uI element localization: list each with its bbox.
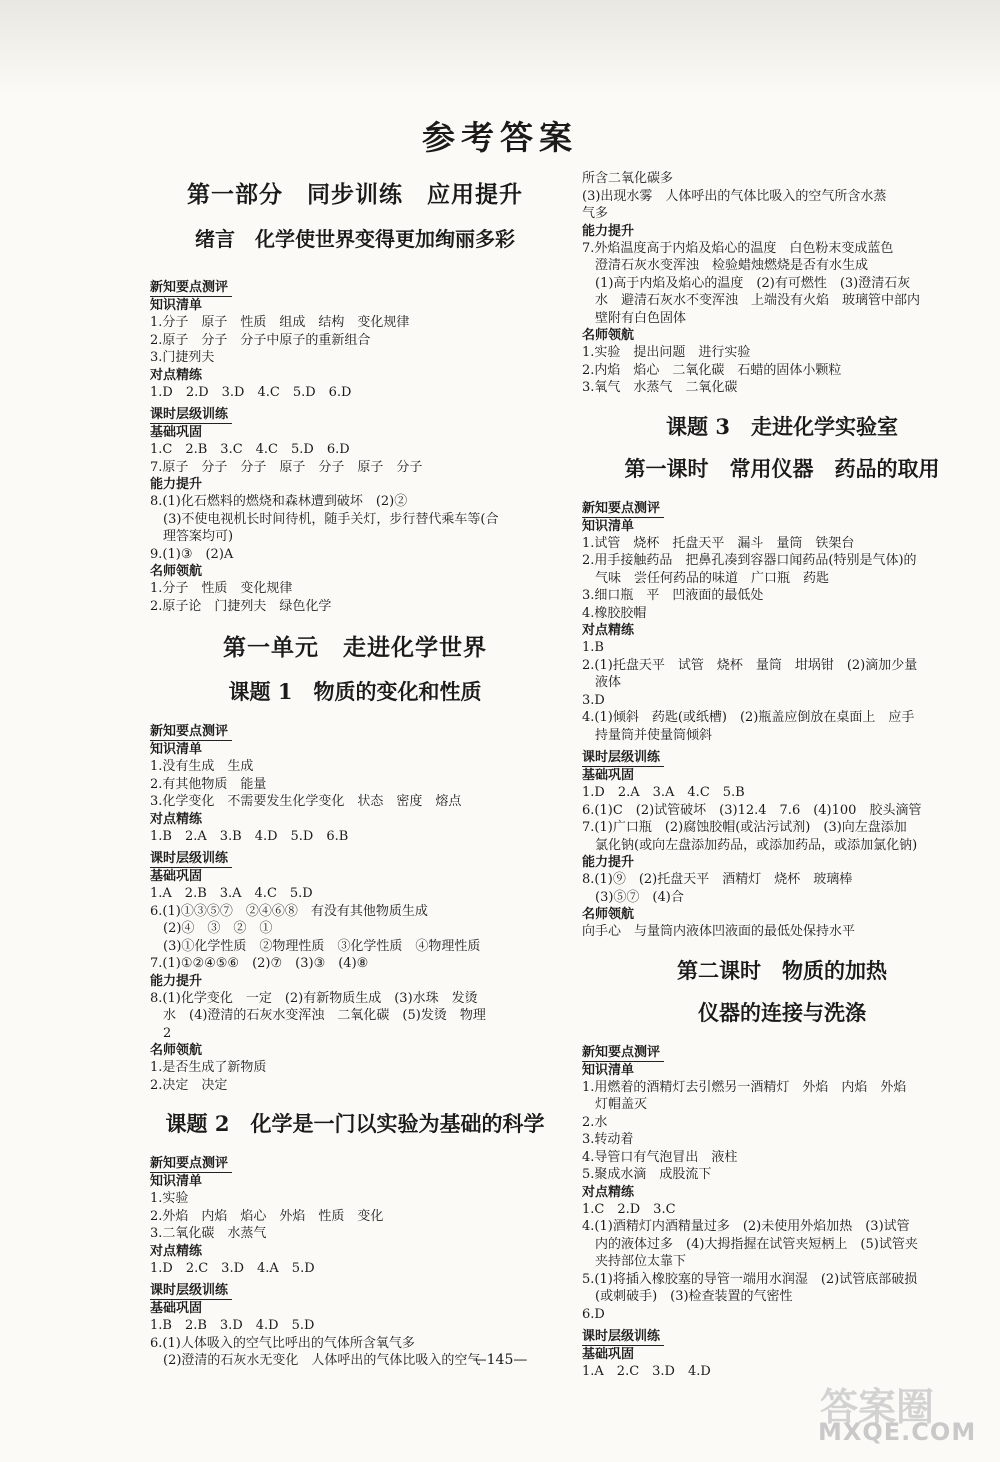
answer-line: 6.(1)①③⑤⑦ ②④⑥⑧ 有没有其他物质生成 xyxy=(150,903,428,919)
answer-line: 气多 xyxy=(582,206,609,221)
section-banner: 课时层级训练 xyxy=(582,1329,664,1346)
period1-answers xyxy=(582,495,982,941)
answer-line: 2.决定 决定 xyxy=(150,1077,228,1093)
section-heading: 能力提升 xyxy=(582,223,635,239)
lesson1-title: 课题 1 物质的变化和性质 xyxy=(228,679,482,704)
answer-line: 1.没有生成 生成 xyxy=(150,759,254,774)
section-heading: 能力提升 xyxy=(582,855,635,870)
section-heading: 名师领航 xyxy=(150,564,203,579)
section-heading: 名师领航 xyxy=(150,1043,203,1058)
answer-line: 1.分子 性质 变化规律 xyxy=(150,581,293,596)
answer-line: (2)澄清的石灰水无变化 人体呼出的气体比吸入的空气 xyxy=(150,1353,481,1368)
answer-line: 3.细口瓶 平 凹液面的最低处 xyxy=(582,588,764,603)
answer-line: 内的液体过多 (4)大拇指握在试管夹短柄上 (5)试管夹 xyxy=(582,1236,918,1252)
page-number: —145— xyxy=(472,1352,528,1368)
answer-line: 7.外焰温度高于内焰及焰心的温度 白色粉末变成蓝色 xyxy=(582,240,894,256)
answer-line: 1.实验 提出问题 进行实验 xyxy=(582,345,751,360)
answer-line: 3.转动着 xyxy=(582,1132,634,1147)
answer-line: 2.原子论 门捷列夫 绿色化学 xyxy=(150,598,332,614)
answer-line: 1.B xyxy=(582,640,604,655)
lesson3-title: 课题 3 走进化学实验室 xyxy=(666,413,898,439)
section-banner-row xyxy=(150,401,560,424)
answer-line: 夹持部位太靠下 xyxy=(582,1254,687,1269)
section-banner-row xyxy=(582,1323,982,1346)
section-heading: 能力提升 xyxy=(150,973,203,989)
answer-line: 8.(1)化学变化 一定 (2)有新物质生成 (3)水珠 发烫 xyxy=(150,990,478,1006)
answer-line: 2.用手接触药品 把鼻孔凑到容器口闻药品(特别是气体)的 xyxy=(582,553,917,568)
answer-line: 水 (4)澄清的石灰水变浑浊 二氧化碳 (5)发烫 物理 xyxy=(150,1008,486,1023)
answer-line: (3)出现水雾 人体呼出的气体比吸入的空气所含水蒸 xyxy=(582,188,887,204)
answer-line: 向手心 与量筒内液体凹液面的最低处保持水平 xyxy=(582,924,856,939)
period1-title: 第一课时 常用仪器 药品的取用 xyxy=(624,455,940,481)
period2-title: 第二课时 物质的加热 xyxy=(677,957,887,983)
section-heading: 知识清单 xyxy=(150,1174,203,1189)
answer-line: 1.分子 原子 性质 组成 结构 变化规律 xyxy=(150,315,410,330)
answer-line: 液体 xyxy=(582,675,622,690)
answer-line: 8.(1)⑨ (2)托盘天平 酒精灯 烧杯 玻璃棒 xyxy=(582,872,853,887)
answer-line: 9.(1)③ (2)A xyxy=(150,546,234,562)
section-banner: 课时层级训练 xyxy=(582,750,664,767)
section-heading: 能力提升 xyxy=(150,477,203,492)
answer-line: (或刺破手) (3)检查装置的气密性 xyxy=(582,1289,793,1304)
intro-answers xyxy=(150,274,560,615)
section-heading: 基础巩固 xyxy=(582,1347,635,1362)
answer-line: 2.内焰 焰心 二氧化碳 石蜡的固体小颗粒 xyxy=(582,362,842,378)
answer-line: 3.D xyxy=(582,692,605,708)
section-heading: 基础巩固 xyxy=(150,869,203,884)
section-banner-row xyxy=(150,845,560,868)
answer-line: 3.氧气 水蒸气 二氧化碳 xyxy=(582,380,738,395)
lesson2-answers xyxy=(150,1150,560,1370)
section-banner: 新知要点测评 xyxy=(582,1045,664,1062)
answer-line: 1.实验 xyxy=(150,1191,189,1206)
answer-line: 气味 尝任何药品的味道 广口瓶 药匙 xyxy=(582,570,830,586)
section-banner-row xyxy=(582,744,982,767)
section-banner-row xyxy=(150,1277,560,1300)
answer-line: 2.(1)托盘天平 试管 烧杯 量筒 坩埚钳 (2)滴加少量 xyxy=(582,657,918,673)
section-banner: 新知要点测评 xyxy=(582,501,664,518)
answer-line: 8.(1)化石燃料的燃烧和森林遭到破坏 (2)② xyxy=(150,494,408,509)
section-banner-row xyxy=(582,495,982,518)
answer-line: 3.二氧化碳 水蒸气 xyxy=(150,1226,267,1241)
answer-line: (1)高于内焰及焰心的温度 (2)有可燃性 (3)澄清石灰 xyxy=(582,275,911,291)
answer-line: 壁附有白色固体 xyxy=(582,310,687,326)
section-heading: 名师领航 xyxy=(582,328,635,343)
section-heading: 知识清单 xyxy=(150,742,203,757)
section-banner: 新知要点测评 xyxy=(150,1156,232,1173)
section-banner-row xyxy=(150,718,560,741)
watermark-logo: 答案圈 xyxy=(820,1385,935,1429)
section-banner: 课时层级训练 xyxy=(150,407,232,424)
answer-line: 持量筒并使量筒倾斜 xyxy=(582,727,713,743)
answer-line: 1.A 2.B 3.A 4.C 5.D xyxy=(150,886,313,901)
right-column xyxy=(582,170,982,1381)
answer-line: 澄清石灰水变浑浊 检验蜡烛燃烧是否有水生成 xyxy=(582,258,869,273)
answer-line: 所含二氧化碳多 xyxy=(582,171,674,186)
answer-line: 6.(1)人体吸入的空气比呼出的气体所含氧气多 xyxy=(150,1335,415,1351)
watermark: MXQE.COM xyxy=(818,1418,977,1446)
lesson2-continued xyxy=(582,170,982,397)
period2-subtitle: 仪器的连接与洗涤 xyxy=(698,999,866,1025)
section-heading: 对点精练 xyxy=(582,1184,635,1200)
page-title: 参考答案 xyxy=(422,118,578,157)
answer-line: 4.导管口有气泡冒出 液柱 xyxy=(582,1149,738,1165)
answer-line: 氯化钠(或向左盘添加药品，或添加药品，或添加氯化钠) xyxy=(582,837,918,853)
answer-line: 7.(1)广口瓶 (2)腐蚀胶帽(或沾污试剂) (3)向左盘添加 xyxy=(582,820,907,835)
answer-line: 5.聚成水滴 成股流下 xyxy=(582,1167,712,1182)
section-banner-row xyxy=(150,1150,560,1173)
section-heading: 基础巩固 xyxy=(150,1301,203,1316)
answer-line: 4.(1)酒精灯内酒精量过多 (2)未使用外焰加热 (3)试管 xyxy=(582,1219,910,1234)
answer-line: 7.(1)①②④⑤⑥ (2)⑦ (3)③ (4)⑧ xyxy=(150,956,369,971)
section-banner-row xyxy=(150,274,560,297)
section-heading: 基础巩固 xyxy=(150,425,203,440)
answer-line: 7.原子 分子 分子 原子 分子 原子 分子 xyxy=(150,459,423,475)
answer-line: 1.C 2.D 3.C xyxy=(582,1201,676,1217)
answer-line: 1.是否生成了新物质 xyxy=(150,1060,267,1075)
answer-line: 1.试管 烧杯 托盘天平 漏斗 量筒 铁架台 xyxy=(582,535,855,551)
answer-line: 4.橡胶胶帽 xyxy=(582,605,647,621)
answer-line: 2.水 xyxy=(582,1114,608,1130)
intro-title: 绪言 化学使世界变得更加绚丽多彩 xyxy=(195,227,515,251)
answer-line: 1.D 2.D 3.D 4.C 5.D 6.D xyxy=(150,384,352,400)
section-banner: 新知要点测评 xyxy=(150,280,232,297)
answer-line: 1.B 2.A 3.B 4.D 5.D 6.B xyxy=(150,828,349,844)
left-column xyxy=(150,170,560,1370)
answer-line: (3)⑤⑦ (4)合 xyxy=(582,889,684,905)
answer-line: 1.用燃着的酒精灯去引燃另一酒精灯 外焰 内焰 外焰 xyxy=(582,1079,907,1095)
answer-line: 6.D xyxy=(582,1306,605,1322)
section-banner-row xyxy=(582,1039,982,1062)
part-title: 第一部分 同步训练 应用提升 xyxy=(187,181,523,208)
answer-line: (3)①化学性质 ②物理性质 ③化学性质 ④物理性质 xyxy=(150,938,481,954)
answer-line: 1.C 2.B 3.C 4.C 5.D 6.D xyxy=(150,442,350,457)
answer-line: (3)不使电视机长时间待机，随手关灯，步行替代乘车等(合 xyxy=(150,511,499,527)
answer-line: 2.有其他物质 能量 xyxy=(150,776,267,792)
answer-line: 1.A 2.C 3.D 4.D xyxy=(582,1364,711,1379)
section-heading: 对点精练 xyxy=(150,1243,203,1259)
answer-line: 3.门捷列夫 xyxy=(150,350,215,365)
section-banner: 新知要点测评 xyxy=(150,724,232,741)
section-heading: 知识清单 xyxy=(150,298,203,313)
answer-line: 灯帽盖灭 xyxy=(582,1097,648,1112)
section-heading: 知识清单 xyxy=(582,1062,635,1078)
answer-line: 2.外焰 内焰 焰心 外焰 性质 变化 xyxy=(150,1208,384,1224)
answer-line: 4.(1)倾斜 药匙(或纸槽) (2)瓶盖应倒放在桌面上 应手 xyxy=(582,710,915,725)
answer-line: 6.(1)C (2)试管破坏 (3)12.4 7.6 (4)100 胶头滴管 xyxy=(582,802,922,818)
answer-line: 5.(1)将插入橡胶塞的导管一端用水润湿 (2)试管底部破损 xyxy=(582,1271,918,1287)
section-heading: 对点精练 xyxy=(150,811,203,827)
answer-line: 1.B 2.B 3.D 4.D 5.D xyxy=(150,1318,315,1333)
section-heading: 名师领航 xyxy=(582,907,635,922)
answer-line: (2)④ ③ ② ① xyxy=(150,921,273,936)
answer-line: 2.原子 分子 分子中原子的重新组合 xyxy=(150,332,371,348)
answer-line: 2 xyxy=(150,1025,172,1041)
section-banner: 课时层级训练 xyxy=(150,851,232,868)
answer-line: 理答案均可) xyxy=(150,529,234,544)
lesson1-answers xyxy=(150,718,560,1094)
answer-line: 3.化学变化 不需要发生化学变化 状态 密度 熔点 xyxy=(150,794,462,809)
section-heading: 对点精练 xyxy=(582,623,635,638)
section-heading: 知识清单 xyxy=(582,518,635,534)
scan-top-band xyxy=(0,0,1000,95)
lesson2-title: 课题 2 化学是一门以实验为基础的科学 xyxy=(165,1111,545,1136)
answer-line: 1.D 2.A 3.A 4.C 5.B xyxy=(582,785,745,800)
period2-answers xyxy=(582,1039,982,1381)
section-heading: 基础巩固 xyxy=(582,768,635,783)
unit-title: 第一单元 走进化学世界 xyxy=(223,634,487,661)
section-banner: 课时层级训练 xyxy=(150,1283,232,1300)
answer-line: 水 避清石灰水不变浑浊 上端没有火焰 玻璃管中部内 xyxy=(582,293,921,308)
answer-line: 1.D 2.C 3.D 4.A 5.D xyxy=(150,1260,315,1276)
section-heading: 对点精练 xyxy=(150,367,203,383)
